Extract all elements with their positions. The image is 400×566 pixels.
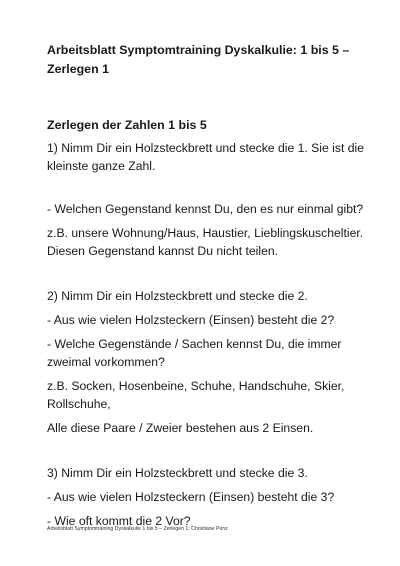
- page-footer: Arbeitsblatt Symptomtraining Dyskalkulie 1 bis 5 – Zerlegen 1: Christiane Ponz: [47, 526, 228, 532]
- document-content: [47, 41, 367, 530]
- paragraph-question-1: - Welchen Gegenstand kennst Du, den es nur einmal gibt?: [47, 202, 364, 216]
- paragraph-question-2a: - Aus wie vielen Holzsteckern (Einsen) besteht die 2?: [47, 313, 335, 327]
- paragraph-question-3a: - Aus wie vielen Holzsteckern (Einsen) besteht die 3?: [47, 490, 335, 504]
- paragraph-question-2b: - Welche Gegenstände / Sachen kennst Du, die immer zweimal vorkommen?: [47, 337, 342, 369]
- document-title: Arbeitsblatt Symptomtraining Dyskalkulie: 1 bis 5 – Zerlegen 1: [47, 43, 350, 76]
- paragraph-example-1: z.B. unsere Wohnung/Haus, Haustier, Lieblingskuscheltier. Diesen Gegenstand kannst Du nicht teilen.: [47, 226, 364, 258]
- paragraph-step-2: 2) Nimm Dir ein Holzsteckbrett und stecke die 2.: [47, 289, 308, 303]
- paragraph-step-1: 1) Nimm Dir ein Holzsteckbrett und stecke die 1. Sie ist die kleinste ganze Zahl.: [47, 141, 364, 173]
- section-heading: Zerlegen der Zahlen 1 bis 5: [47, 118, 207, 132]
- paragraph-example-2: z.B. Socken, Hosenbeine, Schuhe, Handschuhe, Skier, Rollschuhe,: [47, 379, 345, 411]
- paragraph-question-3b: - Wie oft kommt die 2 Vor?: [47, 514, 191, 528]
- paragraph-step-3: 3) Nimm Dir ein Holzsteckbrett und stecke die 3.: [47, 466, 308, 480]
- paragraph-summary-2: Alle diese Paare / Zweier bestehen aus 2 Einsen.: [47, 421, 314, 435]
